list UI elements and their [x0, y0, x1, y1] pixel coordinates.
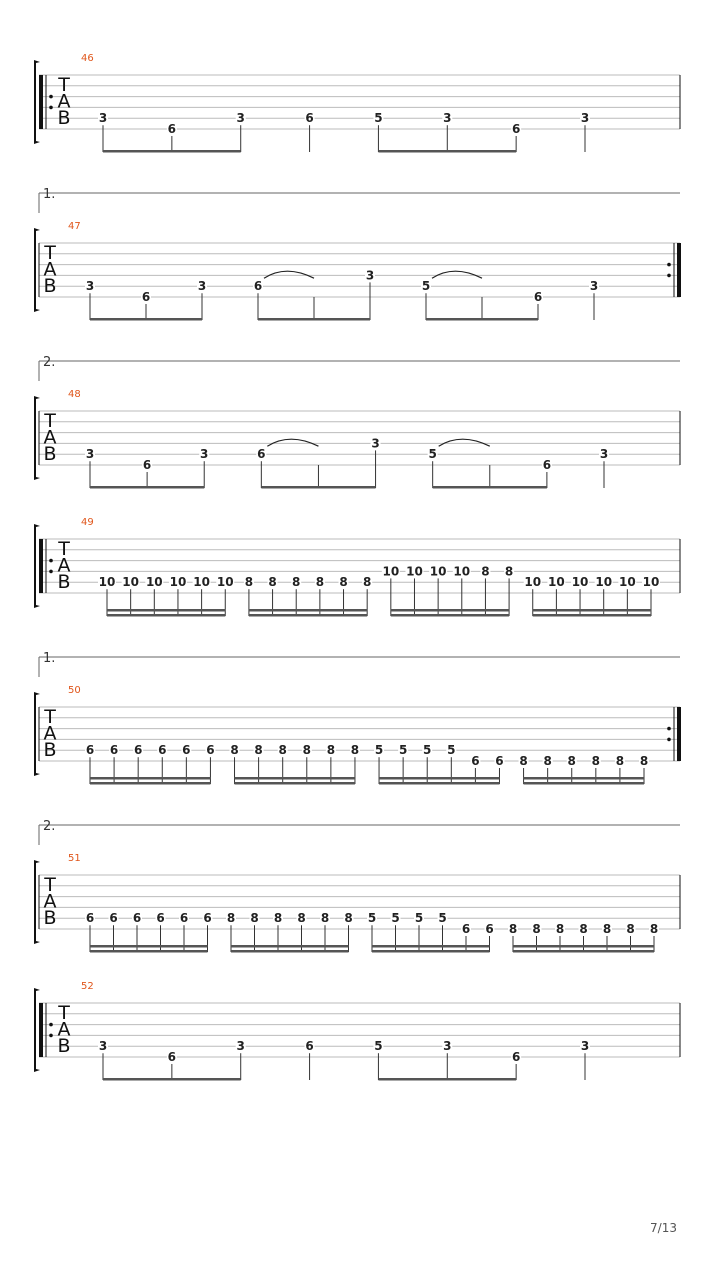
fret-number: 3 [371, 436, 380, 451]
tab-clef-letter: B [57, 1035, 71, 1057]
fret-number: 10 [618, 575, 636, 590]
fret-number: 5 [367, 911, 377, 926]
tab-clef-letter: B [43, 443, 57, 465]
fret-number: 10 [406, 564, 423, 579]
tab-clef-letter: T [44, 410, 56, 432]
repeat-dot [667, 274, 671, 278]
tab-clef-letter: A [43, 722, 57, 745]
fret-number: 8 [244, 575, 254, 590]
beam [378, 1078, 516, 1081]
tie-arc [267, 439, 318, 446]
repeat-dot [49, 106, 53, 110]
fret-number: 3 [197, 279, 207, 294]
beam [379, 782, 499, 785]
tab-clef-letter: B [57, 571, 71, 593]
fret-number: 8 [591, 754, 601, 768]
measure-number: 49 [81, 517, 94, 528]
fret-number: 10 [169, 575, 187, 590]
fret-number: 10 [524, 575, 542, 590]
fret-number: 6 [167, 122, 177, 136]
fret-number: 8 [344, 911, 353, 926]
beam-secondary [90, 945, 208, 948]
fret-number: 6 [179, 911, 189, 926]
fret-number: 6 [461, 922, 471, 936]
fret-number: 3 [236, 1039, 245, 1054]
fret-number: 6 [533, 290, 543, 304]
fret-number: 8 [519, 754, 528, 768]
fret-number: 10 [122, 575, 140, 590]
fret-number: 8 [292, 575, 301, 590]
fret-number: 6 [132, 911, 142, 926]
fret-number: 8 [302, 743, 311, 758]
fret-number: 8 [268, 575, 277, 590]
fret-number: 6 [182, 743, 191, 758]
beam [90, 782, 210, 785]
beam [231, 950, 349, 953]
fret-number: 6 [305, 1039, 314, 1054]
fret-number: 6 [109, 743, 119, 758]
beam [513, 950, 654, 953]
beam-secondary [513, 945, 654, 948]
tab-clef-letter: T [44, 874, 56, 896]
tie-arc [432, 271, 482, 278]
fret-number: 8 [555, 922, 565, 936]
volta-label: 1. [43, 651, 56, 666]
beam-secondary [533, 609, 651, 612]
beam [235, 782, 355, 785]
fret-number: 3 [589, 279, 599, 294]
beam-secondary [231, 945, 349, 948]
beam [372, 950, 490, 953]
fret-number: 6 [85, 911, 95, 926]
fret-number: 8 [320, 911, 330, 926]
beam [103, 1078, 241, 1081]
fret-number: 3 [236, 111, 245, 126]
page-number: 7/13 [650, 1221, 677, 1235]
measure-number: 50 [68, 685, 81, 696]
tab-clef-letter: A [43, 426, 57, 449]
beam-secondary [90, 777, 210, 780]
fret-number: 6 [471, 754, 480, 768]
repeat-end-thick-bar [677, 243, 681, 297]
fret-number: 3 [443, 111, 452, 126]
tab-clef-letter: A [57, 1018, 71, 1041]
repeat-dot [49, 95, 53, 99]
fret-number: 8 [481, 564, 490, 579]
fret-number: 8 [339, 575, 348, 590]
fret-number: 8 [350, 743, 360, 758]
fret-number: 8 [615, 754, 625, 768]
fret-number: 10 [571, 575, 589, 590]
tie-arc [439, 439, 490, 446]
beam [378, 150, 516, 153]
tie-arc [264, 271, 314, 278]
repeat-dot [49, 559, 53, 563]
beam [524, 782, 644, 785]
tab-clef-letter: B [43, 907, 57, 929]
beam [426, 318, 538, 321]
tab-clef-letter: T [58, 538, 70, 560]
volta-label: 1. [43, 187, 56, 202]
fret-number: 10 [548, 575, 565, 590]
measure-number: 47 [68, 221, 81, 232]
tab-clef-letter: B [57, 107, 71, 129]
fret-number: 6 [142, 458, 152, 472]
fret-number: 8 [297, 911, 306, 926]
fret-number: 8 [532, 922, 541, 936]
beam-secondary [372, 945, 490, 948]
tab-clef-letter: T [44, 242, 56, 264]
fret-number: 6 [167, 1050, 177, 1064]
fret-number: 8 [326, 743, 336, 758]
fret-number: 3 [200, 447, 209, 462]
repeat-dot [49, 570, 53, 574]
fret-number: 10 [642, 575, 660, 590]
beam [391, 614, 509, 617]
fret-number: 8 [626, 922, 635, 936]
fret-number: 8 [278, 743, 287, 758]
repeat-end-thick-bar [677, 707, 681, 761]
measure-number: 51 [68, 853, 81, 864]
fret-number: 5 [423, 743, 432, 758]
fret-number: 5 [374, 1039, 383, 1054]
fret-number: 5 [414, 911, 424, 926]
fret-number: 6 [158, 743, 167, 758]
beam-secondary [249, 609, 367, 612]
fret-number: 5 [391, 911, 400, 926]
tab-clef-letter: A [57, 90, 71, 113]
measure-number: 46 [81, 53, 94, 64]
tab-clef-letter: T [58, 74, 70, 96]
repeat-start-thick-bar [39, 75, 43, 129]
repeat-dot [667, 738, 671, 742]
fret-number: 10 [429, 564, 447, 579]
measure-number: 52 [81, 981, 94, 992]
fret-number: 6 [203, 911, 212, 926]
beam-secondary [379, 777, 499, 780]
fret-number: 3 [580, 1039, 590, 1054]
beam [90, 950, 208, 953]
beam-secondary [107, 609, 225, 612]
tab-clef-letter: T [58, 1002, 70, 1024]
fret-number: 10 [595, 575, 613, 590]
fret-number: 8 [579, 922, 588, 936]
fret-number: 6 [109, 911, 118, 926]
volta-label: 2. [43, 355, 56, 370]
fret-number: 3 [365, 268, 375, 283]
fret-number: 5 [438, 911, 447, 926]
fret-number: 6 [511, 1050, 521, 1064]
repeat-dot [49, 1034, 53, 1038]
fret-number: 8 [543, 754, 552, 768]
beam [433, 486, 547, 489]
fret-number: 6 [156, 911, 165, 926]
fret-number: 5 [447, 743, 456, 758]
fret-number: 8 [508, 922, 518, 936]
fret-number: 5 [374, 111, 383, 126]
fret-number: 6 [141, 290, 151, 304]
fret-number: 5 [398, 743, 408, 758]
fret-number: 3 [98, 111, 108, 126]
fret-number: 10 [453, 564, 471, 579]
fret-number: 8 [273, 911, 283, 926]
beam-secondary [235, 777, 355, 780]
fret-number: 5 [428, 447, 437, 462]
fret-number: 3 [85, 447, 95, 462]
fret-number: 8 [250, 911, 259, 926]
repeat-dot [667, 263, 671, 267]
fret-number: 6 [257, 447, 266, 462]
fret-number: 6 [253, 279, 263, 294]
beam [103, 150, 241, 153]
fret-number: 10 [193, 575, 210, 590]
beam-secondary [391, 609, 509, 612]
fret-number: 6 [206, 743, 215, 758]
fret-number: 3 [599, 447, 609, 462]
tab-clef-letter: A [57, 554, 71, 577]
fret-number: 8 [639, 754, 649, 768]
fret-number: 6 [485, 922, 494, 936]
fret-number: 8 [504, 564, 514, 579]
fret-number: 8 [226, 911, 236, 926]
fret-number: 6 [85, 743, 95, 758]
tab-clef-letter: A [43, 890, 57, 913]
fret-number: 8 [230, 743, 239, 758]
fret-number: 6 [495, 754, 504, 768]
fret-number: 10 [145, 575, 163, 590]
fret-number: 8 [649, 922, 659, 936]
fret-number: 8 [315, 575, 325, 590]
beam [261, 486, 375, 489]
fret-number: 6 [542, 458, 552, 472]
beam [90, 318, 202, 321]
fret-number: 8 [602, 922, 612, 936]
fret-number: 3 [443, 1039, 452, 1054]
fret-number: 8 [254, 743, 263, 758]
fret-number: 10 [98, 575, 116, 590]
fret-number: 6 [511, 122, 521, 136]
beam [533, 614, 651, 617]
beam [258, 318, 370, 321]
measure-number: 48 [68, 389, 81, 400]
repeat-start-thick-bar [39, 1003, 43, 1057]
repeat-dot [667, 727, 671, 731]
fret-number: 3 [85, 279, 95, 294]
fret-number: 6 [305, 111, 314, 126]
tab-clef-letter: T [44, 706, 56, 728]
fret-number: 3 [98, 1039, 108, 1054]
beam [107, 614, 225, 617]
fret-number: 5 [421, 279, 431, 294]
fret-number: 8 [567, 754, 576, 768]
fret-number: 10 [382, 564, 400, 579]
tab-clef-letter: B [43, 275, 57, 297]
fret-number: 3 [580, 111, 590, 126]
repeat-dot [49, 1023, 53, 1027]
tab-clef-letter: B [43, 739, 57, 761]
volta-label: 2. [43, 819, 56, 834]
fret-number: 10 [216, 575, 234, 590]
fret-number: 6 [133, 743, 143, 758]
beam-secondary [524, 777, 644, 780]
beam [90, 486, 204, 489]
tab-clef-letter: A [43, 258, 57, 281]
fret-number: 8 [362, 575, 372, 590]
fret-number: 5 [374, 743, 384, 758]
repeat-start-thick-bar [39, 539, 43, 593]
beam [249, 614, 367, 617]
